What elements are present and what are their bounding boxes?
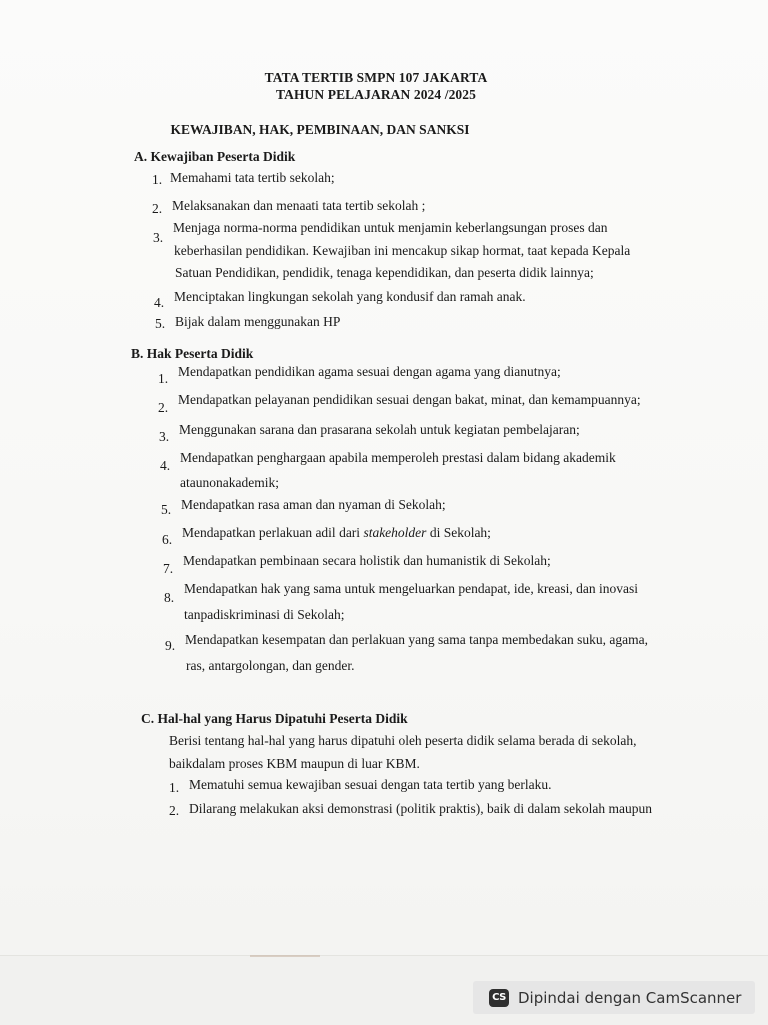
section-b-item-4-line-1 xyxy=(180,450,656,466)
section-a-item-4: Menciptakan lingkungan sekolah yang kondusif dan ramah anak. xyxy=(174,289,526,304)
section-a-item-3-line-3: Satuan Pendidikan, pendidik, tenaga kependidikan, dan peserta didik lainnya; xyxy=(175,265,594,280)
section-a-item-2-num: 2. xyxy=(152,201,163,216)
section-b-item-4-num: 4. xyxy=(160,458,171,473)
section-c-heading xyxy=(141,711,408,727)
section-b-item-8-num: 8. xyxy=(164,590,175,605)
section-b-item-6-num: 6. xyxy=(162,532,173,547)
section-b-item-6 xyxy=(182,525,491,541)
section-c-title: Hal-hal yang Harus Dipatuhi Peserta Didik xyxy=(157,711,408,726)
doc-subtitle: KEWAJIBAN, HAK, PEMBINAAN, DAN SANKSI xyxy=(170,122,470,137)
section-b-item-7: Mendapatkan pembinaan secara holistik dan humanistik di Sekolah; xyxy=(183,553,551,568)
section-b-item-4-text-1: Mendapatkan penghargaan apabila memperoleh prestasi dalam bidang akademik xyxy=(180,450,616,465)
section-a-item-4-num: 4. xyxy=(154,295,165,310)
section-a-title: Kewajiban Peserta Didik xyxy=(150,149,296,164)
section-b-title: Hak Peserta Didik xyxy=(146,346,254,361)
section-c-item-2: Dilarang melakukan aksi demonstrasi (politik praktis), baik di dalam sekolah maupun xyxy=(189,801,653,816)
section-c-item-1-num: 1. xyxy=(169,780,180,795)
section-c-letter: C. xyxy=(141,711,155,726)
section-b-item-5-num: 5. xyxy=(161,502,172,517)
section-b-item-6-text-b: di Sekolah; xyxy=(426,525,491,540)
doc-title-line2: TAHUN PELAJARAN 2024 /2025 xyxy=(276,87,476,102)
section-b-item-1: Mendapatkan pendidikan agama sesuai dengan agama yang dianutnya; xyxy=(178,364,561,379)
section-b-item-3-num: 3. xyxy=(159,429,170,444)
section-a-letter: A. xyxy=(134,149,148,164)
section-b-item-9-text-1: Mendapatkan kesempatan dan perlakuan yang sama tanpa membedakan suku, agama, xyxy=(185,632,648,647)
section-a-heading xyxy=(134,149,295,165)
paper-edge-mark xyxy=(250,955,320,957)
section-b-item-2-num: 2. xyxy=(158,400,169,415)
section-c-item-1: Mematuhi semua kewajiban sesuai dengan tata tertib yang berlaku. xyxy=(189,777,552,792)
camscanner-text: Dipindai dengan CamScanner xyxy=(518,988,742,1007)
section-b-item-6-text-italic: stakeholder xyxy=(363,525,427,540)
section-b-item-8-line-1 xyxy=(184,581,661,597)
section-b-item-9-line-1 xyxy=(185,632,662,648)
section-a-item-2: Melaksanakan dan menaati tata tertib sekolah ; xyxy=(172,198,426,213)
section-c-intro-line-2: baikdalam proses KBM maupun di luar KBM. xyxy=(169,756,420,771)
section-c-intro-line-1: Berisi tentang hal-hal yang harus dipatuhi oleh peserta didik selama berada di sekolah, xyxy=(169,733,637,748)
section-a-item-3-num: 3. xyxy=(153,230,164,245)
doc-title-line1: TATA TERTIB SMPN 107 JAKARTA xyxy=(264,70,488,85)
section-b-item-1-num: 1. xyxy=(158,371,169,386)
section-b-item-9-num: 9. xyxy=(165,638,176,653)
section-b-item-8-line-2: tanpadiskriminasi di Sekolah; xyxy=(184,607,345,622)
section-b-item-3: Menggunakan sarana dan prasarana sekolah untuk kegiatan pembelajaran; xyxy=(179,422,580,437)
section-b-item-4-line-2: ataunonakademik; xyxy=(180,475,279,490)
section-b-letter: B. xyxy=(131,346,144,361)
section-b-item-9-line-2: ras, antargolongan, dan gender. xyxy=(186,658,355,673)
section-a-item-3-line-1 xyxy=(173,220,637,236)
camscanner-watermark xyxy=(473,981,755,1014)
section-a-item-5: Bijak dalam menggunakan HP xyxy=(175,314,341,329)
camscanner-logo-icon: CS xyxy=(489,989,509,1007)
section-a-item-3-text-1: Menjaga norma-norma pendidikan untuk menjamin keberlangsungan proses dan xyxy=(173,220,608,235)
section-a-item-5-num: 5. xyxy=(155,316,166,331)
section-b-item-8-text-1: Mendapatkan hak yang sama untuk mengeluarkan pendapat, ide, kreasi, dan inovasi xyxy=(184,581,638,596)
section-a-item-1: Memahami tata tertib sekolah; xyxy=(170,170,335,185)
section-b-item-5: Mendapatkan rasa aman dan nyaman di Sekolah; xyxy=(181,497,446,512)
section-b-item-7-num: 7. xyxy=(163,561,174,576)
section-b-heading xyxy=(131,346,253,362)
section-b-item-6-text-a: Mendapatkan perlakuan adil dari xyxy=(182,525,364,540)
section-a-item-1-num: 1. xyxy=(152,172,163,187)
section-c-item-2-num: 2. xyxy=(169,803,180,818)
section-a-item-3-line-2: keberhasilan pendidikan. Kewajiban ini mencakup sikap hormat, taat kepada Kepala xyxy=(174,243,631,258)
section-b-item-2: Mendapatkan pelayanan pendidikan sesuai dengan bakat, minat, dan kemampuannya; xyxy=(178,392,641,407)
